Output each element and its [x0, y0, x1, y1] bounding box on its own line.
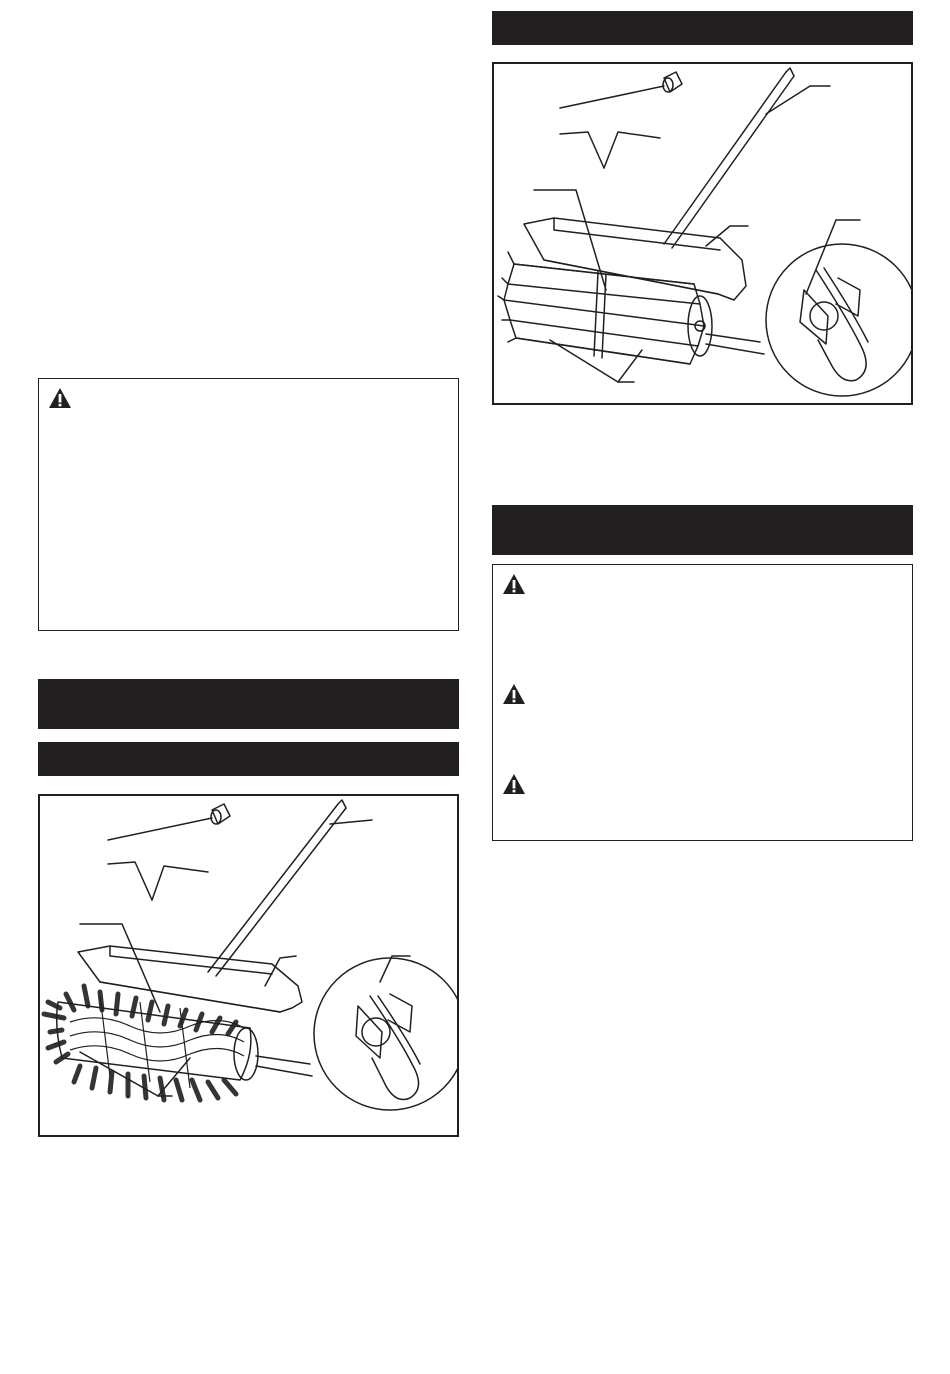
warning-triangle-icon [502, 573, 526, 595]
paddle-attachment-illustration [494, 64, 911, 403]
section-header-bar-left [38, 679, 459, 729]
subsection-header-bar-left [38, 742, 459, 776]
figure-paddle-attachment [492, 62, 913, 405]
warning-box-right [492, 564, 913, 841]
warning-triangle-icon [502, 773, 526, 795]
cap-part [211, 804, 230, 824]
figure-brush-attachment [38, 794, 459, 1137]
cap-part [663, 72, 682, 92]
warning-triangle-icon [502, 683, 526, 705]
brush-attachment-illustration [40, 796, 457, 1135]
subsection-header-bar-right [492, 11, 913, 45]
warning-triangle-icon [48, 387, 72, 409]
section-header-bar-right [492, 505, 913, 555]
warning-box-left [38, 378, 459, 631]
